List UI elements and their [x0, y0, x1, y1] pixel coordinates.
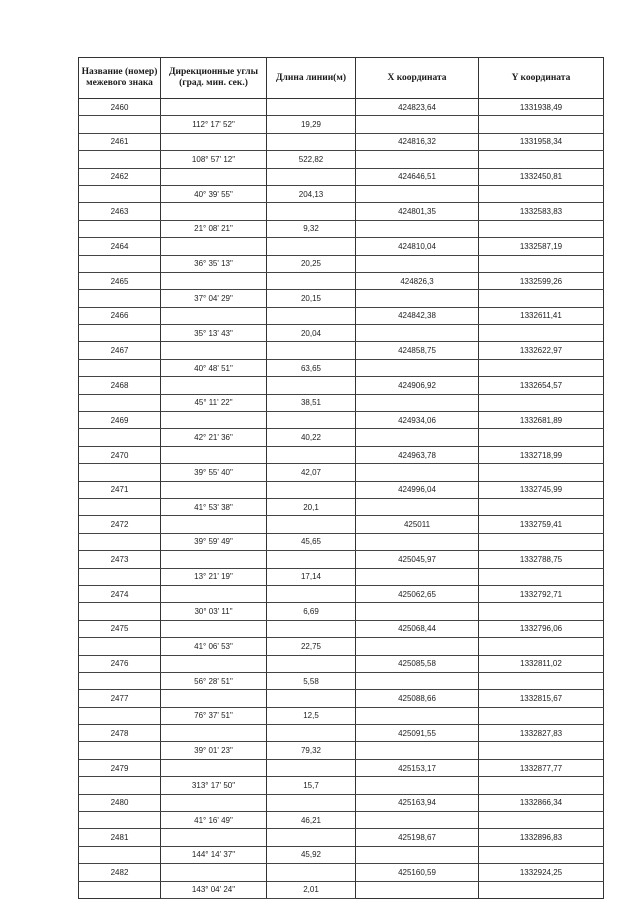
cell-length — [267, 759, 356, 776]
cell-x — [356, 707, 479, 724]
cell-x: 425160,59 — [356, 864, 479, 881]
cell-angle: 144° 14' 37" — [161, 846, 267, 863]
cell-angle — [161, 585, 267, 602]
cell-name: 2480 — [79, 794, 161, 811]
cell-length: 2,01 — [267, 881, 356, 898]
cell-x: 425068,44 — [356, 620, 479, 637]
cell-x: 424963,78 — [356, 446, 479, 463]
cell-name — [79, 638, 161, 655]
cell-name — [79, 185, 161, 202]
cell-x — [356, 812, 479, 829]
cell-y — [479, 568, 604, 585]
cell-name — [79, 881, 161, 898]
table-row-point — [79, 342, 604, 359]
table-row-segment — [79, 777, 604, 794]
cell-x — [356, 325, 479, 342]
cell-name: 2471 — [79, 481, 161, 498]
cell-name: 2478 — [79, 725, 161, 742]
cell-angle — [161, 238, 267, 255]
table-row-point — [79, 377, 604, 394]
cell-length: 6,69 — [267, 603, 356, 620]
cell-x — [356, 394, 479, 411]
cell-x — [356, 185, 479, 202]
cell-x: 424826,3 — [356, 272, 479, 289]
cell-name: 2479 — [79, 759, 161, 776]
cell-length: 17,14 — [267, 568, 356, 585]
cell-x — [356, 116, 479, 133]
cell-length — [267, 725, 356, 742]
cell-x: 425163,94 — [356, 794, 479, 811]
cell-length: 5,58 — [267, 672, 356, 689]
cell-length: 40,22 — [267, 429, 356, 446]
table-row-point — [79, 481, 604, 498]
cell-name — [79, 672, 161, 689]
cell-length: 204,13 — [267, 185, 356, 202]
table-row-segment — [79, 220, 604, 237]
cell-y: 1332896,83 — [479, 829, 604, 846]
cell-angle: 41° 53' 38" — [161, 498, 267, 515]
header-length: Длина линии(м) — [267, 58, 356, 99]
table-row-segment — [79, 359, 604, 376]
cell-x — [356, 568, 479, 585]
table-row-point — [79, 829, 604, 846]
table-row-segment — [79, 464, 604, 481]
cell-name: 2475 — [79, 620, 161, 637]
cell-x — [356, 429, 479, 446]
cell-y — [479, 846, 604, 863]
cell-angle — [161, 272, 267, 289]
cell-length: 45,92 — [267, 846, 356, 863]
cell-x — [356, 464, 479, 481]
cell-length — [267, 342, 356, 359]
cell-x: 425198,67 — [356, 829, 479, 846]
table-row-segment — [79, 603, 604, 620]
cell-name — [79, 220, 161, 237]
cell-name — [79, 533, 161, 550]
cell-y: 1332587,19 — [479, 238, 604, 255]
cell-x: 424934,06 — [356, 412, 479, 429]
cell-name: 2462 — [79, 168, 161, 185]
cell-angle — [161, 412, 267, 429]
cell-length — [267, 203, 356, 220]
table-row-point — [79, 690, 604, 707]
table-row-segment — [79, 672, 604, 689]
cell-y — [479, 290, 604, 307]
cell-angle: 21° 08' 21" — [161, 220, 267, 237]
cell-angle: 30° 03' 11" — [161, 603, 267, 620]
cell-y: 1332622,97 — [479, 342, 604, 359]
cell-name: 2481 — [79, 829, 161, 846]
cell-name: 2467 — [79, 342, 161, 359]
cell-y — [479, 255, 604, 272]
cell-length: 63,65 — [267, 359, 356, 376]
cell-y — [479, 881, 604, 898]
table-row-point — [79, 516, 604, 533]
cell-x: 424823,64 — [356, 99, 479, 116]
table-row-segment — [79, 429, 604, 446]
cell-length — [267, 272, 356, 289]
cell-length — [267, 481, 356, 498]
cell-length: 20,04 — [267, 325, 356, 342]
cell-y — [479, 777, 604, 794]
table-row-point — [79, 725, 604, 742]
cell-x: 425045,97 — [356, 551, 479, 568]
cell-angle: 56° 28' 51" — [161, 672, 267, 689]
cell-angle — [161, 133, 267, 150]
cell-x — [356, 777, 479, 794]
cell-angle: 37° 04' 29" — [161, 290, 267, 307]
cell-x: 425153,17 — [356, 759, 479, 776]
cell-x: 424816,32 — [356, 133, 479, 150]
cell-length — [267, 516, 356, 533]
table-row-point — [79, 794, 604, 811]
table-row-point — [79, 99, 604, 116]
cell-name — [79, 429, 161, 446]
table-row-point — [79, 272, 604, 289]
table-row-segment — [79, 290, 604, 307]
table-row-point — [79, 551, 604, 568]
cell-angle — [161, 307, 267, 324]
cell-name — [79, 846, 161, 863]
table-row-segment — [79, 325, 604, 342]
cell-name — [79, 290, 161, 307]
cell-y: 1332611,41 — [479, 307, 604, 324]
cell-length: 522,82 — [267, 151, 356, 168]
cell-y: 1331938,49 — [479, 99, 604, 116]
cell-name — [79, 464, 161, 481]
cell-y — [479, 151, 604, 168]
cell-length — [267, 620, 356, 637]
cell-x: 425088,66 — [356, 690, 479, 707]
cell-angle — [161, 516, 267, 533]
cell-y: 1332681,89 — [479, 412, 604, 429]
cell-angle — [161, 481, 267, 498]
cell-y — [479, 672, 604, 689]
cell-name: 2472 — [79, 516, 161, 533]
cell-y — [479, 394, 604, 411]
cell-y: 1332877,77 — [479, 759, 604, 776]
table-row-point — [79, 238, 604, 255]
cell-length: 12,5 — [267, 707, 356, 724]
cell-x: 425011 — [356, 516, 479, 533]
cell-angle — [161, 864, 267, 881]
cell-angle — [161, 342, 267, 359]
cell-name: 2464 — [79, 238, 161, 255]
table-row-point — [79, 759, 604, 776]
table-row-point — [79, 620, 604, 637]
cell-length — [267, 99, 356, 116]
cell-y: 1332654,57 — [479, 377, 604, 394]
cell-length: 9,32 — [267, 220, 356, 237]
cell-angle — [161, 168, 267, 185]
cell-length: 20,1 — [267, 498, 356, 515]
table-row-point — [79, 655, 604, 672]
cell-x — [356, 533, 479, 550]
cell-name: 2465 — [79, 272, 161, 289]
cell-angle: 40° 48' 51" — [161, 359, 267, 376]
cell-length: 22,75 — [267, 638, 356, 655]
cell-y — [479, 116, 604, 133]
cell-y: 1332450,81 — [479, 168, 604, 185]
cell-length — [267, 377, 356, 394]
cell-y: 1332796,06 — [479, 620, 604, 637]
cell-angle — [161, 829, 267, 846]
cell-length: 20,25 — [267, 255, 356, 272]
cell-y — [479, 603, 604, 620]
table-row-point — [79, 168, 604, 185]
cell-length: 79,32 — [267, 742, 356, 759]
cell-name — [79, 812, 161, 829]
cell-angle: 39° 59' 49" — [161, 533, 267, 550]
cell-y: 1332599,26 — [479, 272, 604, 289]
cell-angle — [161, 446, 267, 463]
cell-angle: 76° 37' 51" — [161, 707, 267, 724]
cell-length — [267, 412, 356, 429]
cell-x — [356, 290, 479, 307]
cell-x — [356, 672, 479, 689]
cell-y: 1332792,71 — [479, 585, 604, 602]
table-row-segment — [79, 742, 604, 759]
cell-length: 42,07 — [267, 464, 356, 481]
cell-y: 1332759,41 — [479, 516, 604, 533]
cell-name — [79, 777, 161, 794]
cell-x: 424646,51 — [356, 168, 479, 185]
cell-y: 1332924,25 — [479, 864, 604, 881]
cell-x — [356, 151, 479, 168]
cell-name: 2463 — [79, 203, 161, 220]
cell-length: 46,21 — [267, 812, 356, 829]
table-header-row — [79, 58, 604, 99]
cell-y — [479, 742, 604, 759]
cell-angle: 45° 11' 22" — [161, 394, 267, 411]
cell-angle — [161, 620, 267, 637]
cell-length — [267, 864, 356, 881]
cell-angle — [161, 99, 267, 116]
cell-name — [79, 325, 161, 342]
cell-y: 1332815,67 — [479, 690, 604, 707]
cell-angle: 41° 06' 53" — [161, 638, 267, 655]
cell-y: 1332811,02 — [479, 655, 604, 672]
cell-length — [267, 551, 356, 568]
cell-y — [479, 359, 604, 376]
cell-length — [267, 168, 356, 185]
cell-name — [79, 359, 161, 376]
table-body — [79, 99, 604, 899]
header-y: Y координата — [479, 58, 604, 99]
cell-y: 1332866,34 — [479, 794, 604, 811]
cell-name: 2477 — [79, 690, 161, 707]
cell-angle: 143° 04' 24" — [161, 881, 267, 898]
boundary-coordinates-table — [78, 57, 604, 899]
cell-y: 1332745,99 — [479, 481, 604, 498]
cell-angle — [161, 551, 267, 568]
cell-angle: 39° 55' 40" — [161, 464, 267, 481]
cell-x: 424858,75 — [356, 342, 479, 359]
cell-y — [479, 498, 604, 515]
cell-y — [479, 812, 604, 829]
cell-name: 2461 — [79, 133, 161, 150]
cell-name: 2469 — [79, 412, 161, 429]
cell-angle — [161, 203, 267, 220]
table-row-segment — [79, 151, 604, 168]
cell-x: 424906,92 — [356, 377, 479, 394]
cell-x: 424996,04 — [356, 481, 479, 498]
cell-y — [479, 464, 604, 481]
cell-angle — [161, 690, 267, 707]
cell-angle — [161, 377, 267, 394]
cell-x — [356, 881, 479, 898]
cell-y — [479, 638, 604, 655]
cell-length — [267, 585, 356, 602]
cell-x — [356, 359, 479, 376]
table-row-segment — [79, 812, 604, 829]
cell-length: 20,15 — [267, 290, 356, 307]
table-row-segment — [79, 255, 604, 272]
cell-name — [79, 707, 161, 724]
cell-name — [79, 255, 161, 272]
table-row-segment — [79, 498, 604, 515]
cell-angle — [161, 794, 267, 811]
cell-angle: 13° 21' 19" — [161, 568, 267, 585]
cell-angle: 36° 35' 13" — [161, 255, 267, 272]
cell-y: 1331958,34 — [479, 133, 604, 150]
cell-x: 425062,65 — [356, 585, 479, 602]
cell-name — [79, 603, 161, 620]
table-row-segment — [79, 638, 604, 655]
cell-length: 38,51 — [267, 394, 356, 411]
table-row-point — [79, 133, 604, 150]
cell-y — [479, 533, 604, 550]
table-row-point — [79, 203, 604, 220]
table-row-segment — [79, 116, 604, 133]
cell-y: 1332827,83 — [479, 725, 604, 742]
cell-length — [267, 238, 356, 255]
cell-x: 425091,55 — [356, 725, 479, 742]
cell-x — [356, 638, 479, 655]
cell-name: 2474 — [79, 585, 161, 602]
cell-x — [356, 742, 479, 759]
cell-name — [79, 116, 161, 133]
cell-angle — [161, 759, 267, 776]
table-row-segment — [79, 881, 604, 898]
table-row-segment — [79, 533, 604, 550]
cell-length — [267, 655, 356, 672]
table-row-segment — [79, 568, 604, 585]
table-row-segment — [79, 394, 604, 411]
cell-name: 2466 — [79, 307, 161, 324]
cell-y — [479, 429, 604, 446]
cell-x — [356, 498, 479, 515]
cell-name: 2470 — [79, 446, 161, 463]
table-row-point — [79, 307, 604, 324]
cell-y: 1332718,99 — [479, 446, 604, 463]
cell-name: 2460 — [79, 99, 161, 116]
header-x: X координата — [356, 58, 479, 99]
cell-x: 425085,58 — [356, 655, 479, 672]
cell-x — [356, 846, 479, 863]
header-name: Название (номер) межевого знака — [79, 58, 161, 99]
cell-y — [479, 707, 604, 724]
cell-name — [79, 498, 161, 515]
cell-angle: 35° 13' 43" — [161, 325, 267, 342]
header-angle: Дирекционные углы (град. мин. сек.) — [161, 58, 267, 99]
cell-length — [267, 829, 356, 846]
cell-angle: 40° 39' 55" — [161, 185, 267, 202]
cell-x — [356, 603, 479, 620]
cell-x: 424801,35 — [356, 203, 479, 220]
table-row-segment — [79, 185, 604, 202]
cell-x: 424842,38 — [356, 307, 479, 324]
cell-length — [267, 133, 356, 150]
cell-name: 2473 — [79, 551, 161, 568]
table-row-point — [79, 864, 604, 881]
cell-x: 424810,04 — [356, 238, 479, 255]
cell-x — [356, 255, 479, 272]
cell-angle — [161, 655, 267, 672]
table-row-point — [79, 585, 604, 602]
table-row-segment — [79, 846, 604, 863]
cell-angle: 42° 21' 36" — [161, 429, 267, 446]
cell-y — [479, 185, 604, 202]
cell-name — [79, 568, 161, 585]
table-row-point — [79, 412, 604, 429]
cell-y — [479, 325, 604, 342]
cell-name: 2468 — [79, 377, 161, 394]
cell-y — [479, 220, 604, 237]
cell-angle: 39° 01' 23" — [161, 742, 267, 759]
cell-length — [267, 307, 356, 324]
cell-name — [79, 742, 161, 759]
cell-name: 2476 — [79, 655, 161, 672]
cell-x — [356, 220, 479, 237]
table-row-segment — [79, 707, 604, 724]
cell-angle: 108° 57' 12" — [161, 151, 267, 168]
cell-length: 15,7 — [267, 777, 356, 794]
cell-angle: 41° 16' 49" — [161, 812, 267, 829]
cell-angle: 112° 17' 52" — [161, 116, 267, 133]
cell-length: 19,29 — [267, 116, 356, 133]
cell-angle: 313° 17' 50" — [161, 777, 267, 794]
table-row-point — [79, 446, 604, 463]
cell-y: 1332583,83 — [479, 203, 604, 220]
cell-length: 45,65 — [267, 533, 356, 550]
cell-length — [267, 690, 356, 707]
cell-length — [267, 446, 356, 463]
cell-y: 1332788,75 — [479, 551, 604, 568]
cell-name: 2482 — [79, 864, 161, 881]
cell-name — [79, 394, 161, 411]
cell-angle — [161, 725, 267, 742]
cell-length — [267, 794, 356, 811]
cell-name — [79, 151, 161, 168]
